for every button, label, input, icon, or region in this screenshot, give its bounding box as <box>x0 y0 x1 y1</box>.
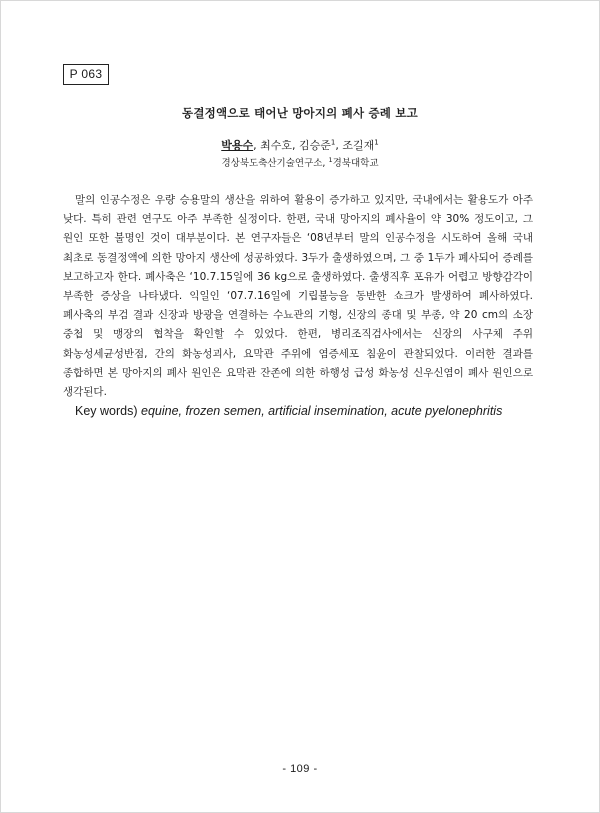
author-affiliation-mark: 1 <box>330 138 336 147</box>
author-separator: , <box>253 139 261 152</box>
affiliation-secondary: 경북대학교 <box>332 158 379 169</box>
poster-id-box: P 063 <box>63 64 109 85</box>
author-affiliation-mark: 1 <box>374 138 379 147</box>
author-line <box>0 137 600 153</box>
author-name: 최수호 <box>260 139 293 152</box>
author-separator: , <box>335 139 343 152</box>
affiliation-mark: 1 <box>328 155 333 164</box>
affiliation-line <box>0 155 600 169</box>
paper-title: 동결정액으로 태어난 망아지의 폐사 증례 보고 <box>182 106 418 120</box>
presenting-author: 박용수 <box>221 139 254 152</box>
author-separator: , <box>292 139 300 152</box>
author-name: 김승준 <box>299 139 331 152</box>
author-name: 조길재 <box>342 139 375 152</box>
page-number: - 109 - <box>282 763 318 775</box>
keywords-label: Key words) <box>75 404 138 418</box>
abstract-body: 말의 인공수정은 우량 승용말의 생산을 위하여 활용이 증가하고 있지만, 국내에서는 활용도가 아주 낮다. 특히 관련 연구도 아주 부족한 실정이다. 한편, 국내 망아지의 폐사율이 약 30% 정도이고, 그 원인 또한 불명인 것이 대부분이다. 본 연구자들은 ‘08년부터 말의 인공수정을 시도하여 올해 국내 최초로 동결정액에 의한 망아지 생산에 성공하였다. 3두가 출생하였으며, 그 중 1두가 폐사되어 증례를 보고하고자 한다. 폐사축은 ‘10.7.15일에 36 kg으로 출생하였다. 출생직후 포유가 어렵고 방향감각이 부족한 증상을 나타냈다. 익일인 ‘07.7.16일에 기립불능을 동반한 쇼크가 발생하여 폐사하였다. 폐사축의 부검 결과 신장과 방광을 연결하는 수뇨관의 기형, 신장의 종대 및 부종, 약 20 cm의 소장 중첩 및 맹장의 협착을 확인할 수 있었다. 한편, 병리조직검사에서는 신장의 사구체 주위 화농성세균성반점, 간의 화농성괴사, 요막관 주위에 염증세포 침윤이 관찰되었다. 이러한 결과를 종합하면 본 망아지의 폐사 원인은 요막관 잔존에 의한 하행성 급성 화농성 신우신염이 폐사 원인으로 생각된다. <box>63 194 533 399</box>
affiliation-primary: 경상북도축산기술연구소, <box>221 158 326 169</box>
keywords-line <box>75 404 535 418</box>
keywords-list: equine, frozen semen, artificial insemination, acute pyelonephritis <box>141 404 503 418</box>
